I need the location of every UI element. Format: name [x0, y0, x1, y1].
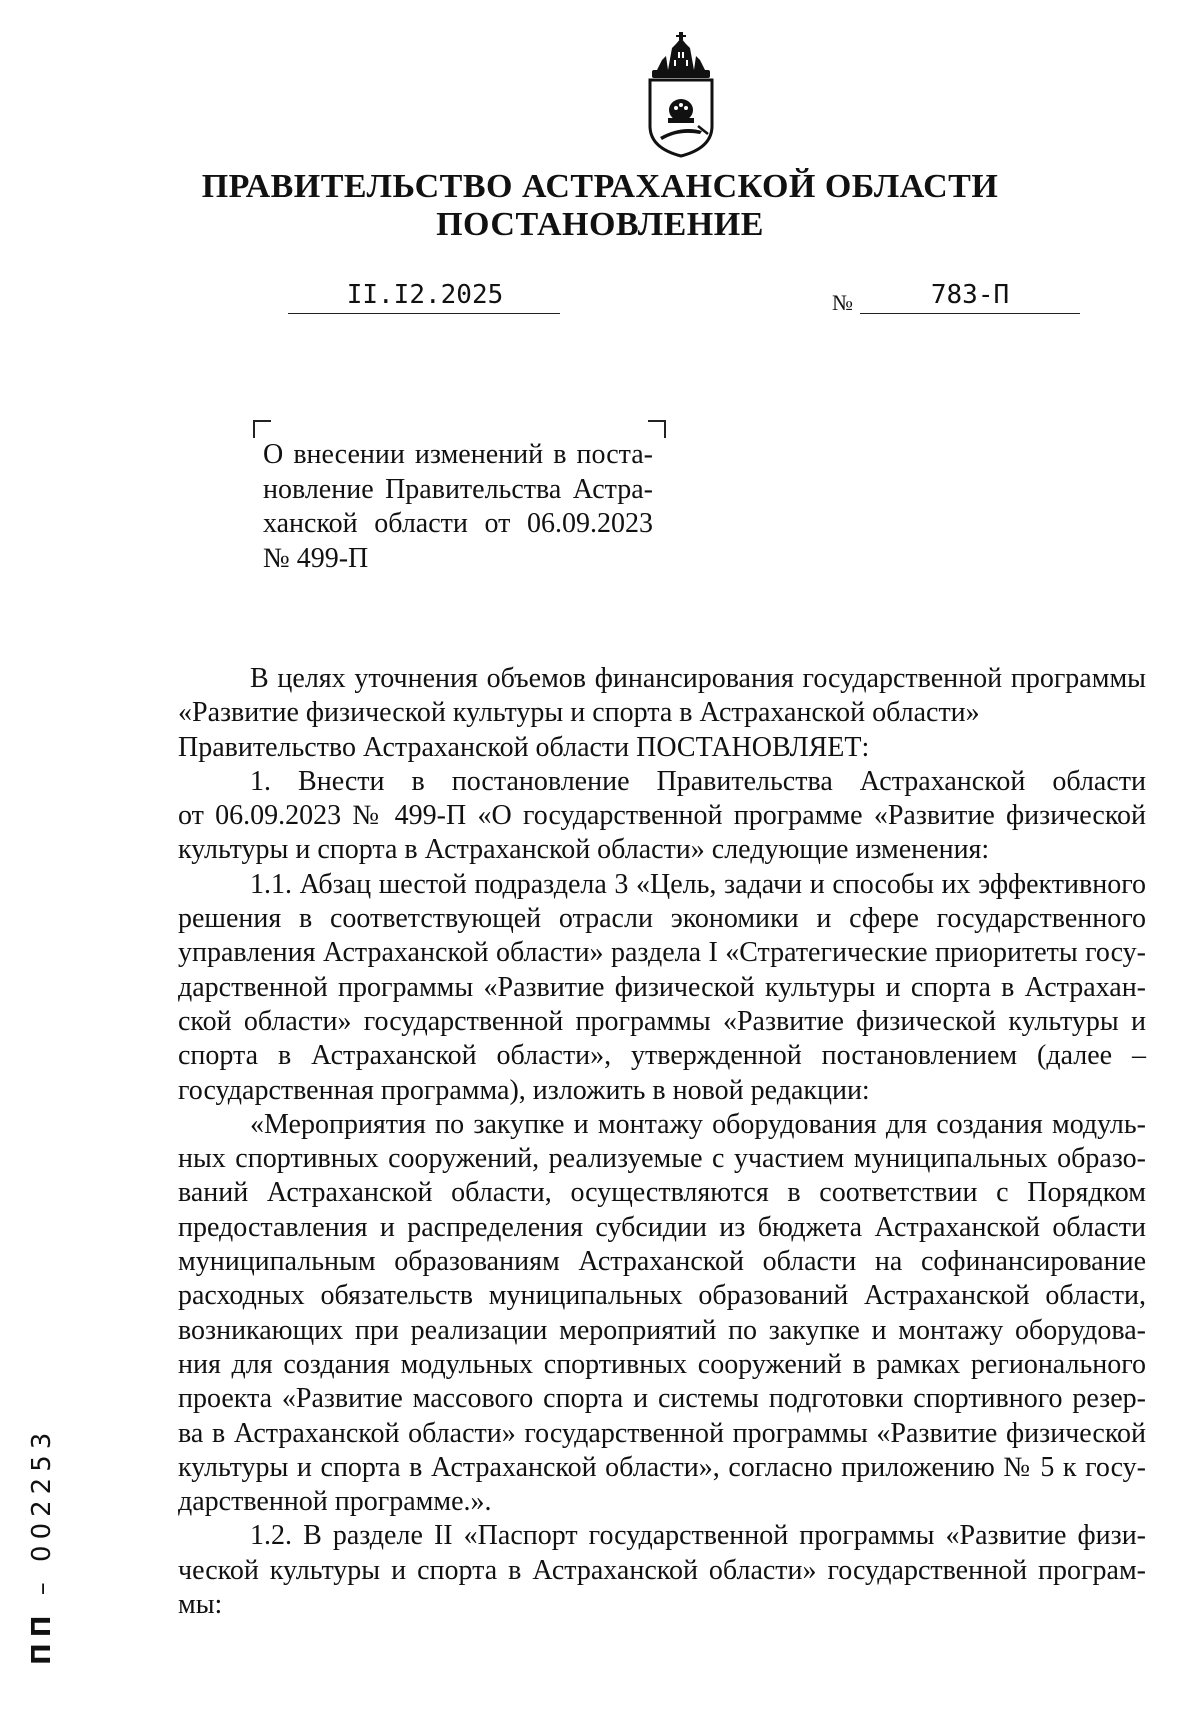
body-line: дарственной программе.». — [178, 1486, 492, 1518]
number-underline — [860, 313, 1080, 314]
subject-line: новление Правительства Астра- — [263, 473, 653, 505]
number-sign: № — [832, 290, 853, 315]
body-line: ных спортивных сооружений, реализуемые с участием муниципальных образо- — [178, 1143, 1146, 1175]
body-line: ской области» государственной программы «Развитие физической культуры и — [178, 1005, 1146, 1037]
document-type: ПОСТАНОВЛЕНИЕ — [436, 206, 764, 243]
subject-corner-right — [648, 420, 666, 438]
document-number: 783-П — [930, 280, 1010, 310]
body-line: 1.2. В разделе II «Паспорт государственной программы «Развитие физи- — [250, 1520, 1146, 1552]
subject-line: № 499-П — [263, 542, 369, 574]
subject-line: ханской области от 06.09.2023 — [263, 508, 653, 539]
body-line: расходных обязательств муниципальных образований Астраханской области, — [178, 1280, 1146, 1312]
margin-code-prefix: ПП — [27, 1609, 57, 1665]
margin-code-number: – 002253 — [27, 1426, 57, 1596]
margin-registration-code — [27, 1426, 57, 1665]
body-line: ческой культуры и спорта в Астраханской области» государственной програм- — [178, 1554, 1146, 1586]
body-line: спорта в Астраханской области», утвержденной постановлением (далее – — [178, 1040, 1146, 1072]
astrakhan-coat-of-arms-icon — [638, 30, 724, 160]
body-line: культуры и спорта в Астраханской области», согласно приложению № 5 к госу- — [178, 1451, 1146, 1483]
body-line: решения в соответствующей отрасли экономики и сфере государственного — [178, 903, 1146, 935]
subject-line: О внесении изменений в поста- — [263, 439, 653, 470]
body-line: управления Астраханской области» раздела I «Стратегические приоритеты госу- — [178, 937, 1146, 969]
body-line: 1. Внести в постановление Правительства Астраханской области — [250, 765, 1146, 797]
body-line: муниципальным образованиям Астраханской области на софинансирование — [178, 1246, 1146, 1278]
body-line: проекта «Развитие массового спорта и системы подготовки спортивного резер- — [178, 1383, 1146, 1415]
document-subject — [263, 438, 653, 576]
body-line: мы: — [178, 1589, 223, 1621]
body-line: Правительство Астраханской области ПОСТАНОВЛЯЕТ: — [178, 731, 870, 763]
organization-title: ПРАВИТЕЛЬСТВО АСТРАХАНСКОЙ ОБЛАСТИ — [201, 168, 999, 205]
document-date: II.I2.2025 — [346, 280, 504, 310]
body-line: предоставления и распределения субсидии из бюджета Астраханской области — [178, 1211, 1146, 1243]
body-line: В целях уточнения объемов финансирования государственной программы — [250, 663, 1146, 694]
body-line: 1.1. Абзац шестой подраздела 3 «Цель, задачи и способы их эффективного — [250, 868, 1146, 900]
body-line: «Мероприятия по закупке и монтажу оборудования для создания модуль- — [250, 1108, 1146, 1140]
body-line: ва в Астраханской области» государственной программы «Развитие физической — [178, 1417, 1146, 1449]
body-line: «Развитие физической культуры и спорта в Астраханской области» — [178, 697, 980, 729]
document-body — [178, 662, 1146, 1622]
body-line: культуры и спорта в Астраханской области» следующие изменения: — [178, 834, 990, 866]
body-line: ния для создания модульных спортивных сооружений в рамках регионального — [178, 1348, 1146, 1380]
body-line: государственная программа), изложить в новой редакции: — [178, 1074, 870, 1106]
date-underline — [288, 313, 560, 314]
body-line: дарственной программы «Развитие физической культуры и спорта в Астрахан- — [178, 971, 1146, 1003]
subject-corner-left — [253, 420, 271, 438]
body-line: ваний Астраханской области, осуществляются в соответствии с Порядком — [178, 1177, 1146, 1209]
body-line: от 06.09.2023 № 499-П «О государственной программе «Развитие физической — [178, 800, 1146, 832]
body-line: возникающих при реализации мероприятий по закупке и монтажу оборудова- — [178, 1314, 1146, 1346]
